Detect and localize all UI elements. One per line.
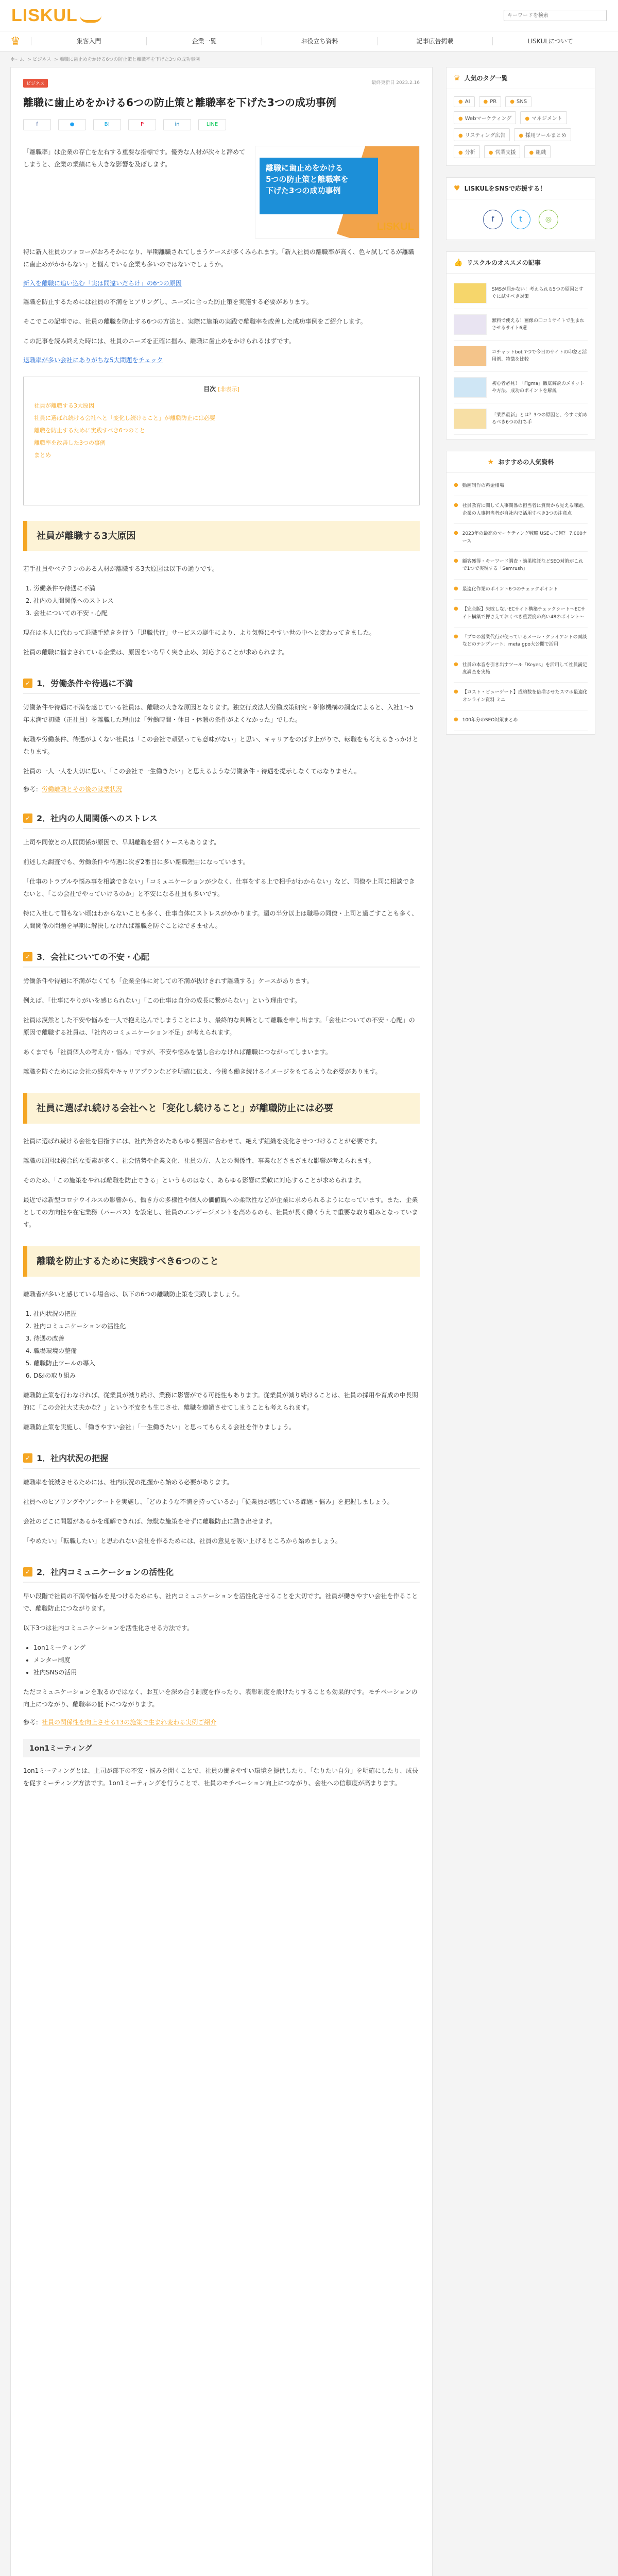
subsection-heading: ✓ 1．労働条件や待遇に不満: [23, 673, 420, 694]
check-icon: ✓: [23, 814, 32, 823]
eyecatch-title: 離職に歯止めをかける 5つの防止策と離職率を 下げた3つの成功事例: [260, 158, 378, 214]
nav-item[interactable]: 集客入門: [31, 37, 146, 45]
paragraph: 早い段階で社員の不満や悩みを見つけるためにも、社内コミュニケーションを活性化させることを大切です。社員が働きやすい会社を作ることで、離職防止につながります。: [23, 1592, 418, 1612]
subsection-heading: ✓ 2．社内コミュニケーションの活性化: [23, 1562, 420, 1583]
toc-item[interactable]: 離職率を改善した3つの事例: [34, 439, 106, 446]
paragraph: 転職や労働条件、待遇がよくない社員は「この会社で頑張っても意味がない」と思い、キャリアをのばす上がりで、転職をも考えるきっかけとなります。: [23, 736, 419, 755]
list-item: 5. 離職防止ツールの導入: [33, 1357, 420, 1369]
table-of-contents: [23, 377, 420, 505]
paragraph: 離職を防止するためには社員の不満をヒアリングし、ニーズに合った防止策を実施する必要があります。: [23, 298, 313, 306]
thumbnail: [454, 346, 487, 366]
list-item: • 社内SNSの活用: [33, 1666, 420, 1679]
reference-link[interactable]: 社員の関係性を向上させる13の施策で生まれ変わる実例ご紹介: [42, 1719, 217, 1726]
cause-list: [33, 582, 420, 619]
nav-item[interactable]: お役立ち資料: [262, 37, 377, 45]
paragraph: 若手社員やベテランのある人材が離職する3大原因は以下の通りです。: [23, 565, 218, 572]
paragraph: 離職防止策を実施し、「働きやすい会社」「一生働きたい」と思ってもらえる会社を作りましょう。: [23, 1423, 296, 1431]
section-heading: 離職を防止するために実践すべき6つのこと: [23, 1246, 420, 1277]
method-list: [33, 1641, 420, 1679]
facebook-share-button[interactable]: f: [23, 119, 51, 130]
paragraph: 特に新入社員のフォローがおろそかになり、早期離職されてしまうケースが多くみられます。「新入社員の離職率が高く、色々試してるが離職に歯止めがかからない」と悩んでいる企業も多いのではないでしょうか。: [23, 248, 415, 268]
updated-date: 最終更新日 2023.2.16: [371, 80, 420, 86]
popular-item[interactable]: ● 動画制作の料金相場: [454, 476, 588, 496]
popular-item[interactable]: ● 【コスト・ビューゲート】成約数を倍増させたスマホ最適化 オンライン資料 ミニ: [454, 683, 588, 710]
tag-item[interactable]: ● Webマーケティング: [454, 111, 516, 124]
eyecatch-image: [255, 146, 420, 239]
minor-heading: 1on1ミーティング: [23, 1739, 420, 1757]
tag-item[interactable]: ● リスティング広告: [454, 128, 510, 141]
thumbnail: [454, 377, 487, 398]
check-icon: ✓: [23, 1567, 32, 1577]
list-item: 2. 社内の人間関係へのストレス: [33, 595, 420, 607]
popular-item[interactable]: ● 社員教育に関して人事関係の担当者に質問から見える課題、企業の人事担当者が自社内で活用すべき3つの注意点: [454, 496, 588, 524]
paragraph: 社員の一人一人を大切に思い、「この会社で一生働きたい」と思えるような労働条件・待遇を提示しなくてはなりません。: [23, 768, 360, 775]
subsection-heading: ✓ 1．社内状況の把握: [23, 1448, 420, 1469]
tag-item[interactable]: ● 営業支援: [484, 145, 521, 158]
breadcrumb: ホーム > ビジネス > 離職に歯止めをかける6つの防止策と離職率を下げた3つの成功事例: [10, 57, 200, 62]
reference: 参考：社員の関係性を向上させる13の施策で生まれ変わる実例ご紹介: [23, 1719, 217, 1726]
paragraph: 社員へのヒアリングやアンケートを実施し、「どのような不満を持っているか」「従業員が感じている課題・悩み」を把握しましょう。: [23, 1498, 393, 1505]
intro-text: 「離職率」は企業の存亡を左右する重要な指標です。優秀な人材が次々と辞めてしまうと、企業の業績にも大きな影響を及ぼします。: [23, 148, 246, 168]
check-icon: ✓: [23, 679, 32, 688]
site-logo[interactable]: LISKUL: [11, 6, 101, 26]
paragraph: 「仕事のトラブルや悩み事を相談できない」「コミュニケーションが少なく、仕事をする上で相手がわからない」など、同僚や上司に相談できないと、「この会社でやっていけるのか」と不安になる社員も多いです。: [23, 878, 415, 897]
recommended-item[interactable]: 「業界最新」とは？3つの原因と、今すぐ始めるべき6つの打ち手: [454, 403, 588, 435]
popular-item[interactable]: ● 顧客獲得・キーワード調査・効果検証などSEO対策がこれで1つで実現する「Semrush」: [454, 552, 588, 580]
popular-item[interactable]: ● 100年分のSEO対策まとめ: [454, 710, 588, 731]
pocket-share-button[interactable]: P: [128, 119, 156, 130]
paragraph: 例えば、「仕事にやりがいを感じられない」「この仕事は自分の成長に繋がらない」という理由です。: [23, 997, 301, 1004]
nav-item[interactable]: LISKULについて: [492, 37, 608, 45]
sidebar: [446, 67, 595, 2576]
main-nav: [0, 31, 618, 52]
crown-icon: ♛: [454, 74, 460, 82]
list-item: 2. 社内コミュニケーションの活性化: [33, 1320, 420, 1332]
related-link[interactable]: 新入を離職に追い込む「実は間違いだらけ」の6つの原因: [23, 280, 182, 287]
paragraph: ただコミュニケーションを取るのではなく、お互いを深め合う制度を作ったり、表彰制度を設けたりすることも効果的です。モチベーションの向上につながり、離職率の低下につながります。: [23, 1688, 418, 1708]
thumbnail: [454, 283, 487, 303]
facebook-icon[interactable]: f: [483, 210, 503, 229]
list-item: • メンター制度: [33, 1654, 420, 1666]
breadcrumb-item[interactable]: ホーム: [10, 57, 25, 62]
crown-icon: ♛: [10, 35, 21, 48]
subsection-heading: ✓ 3．会社についての不安・心配: [23, 946, 420, 968]
list-item: 6. D&Iの取り組み: [33, 1369, 420, 1382]
paragraph: 1on1ミーティングとは、上司が部下の不安・悩みを聞くことで、社員の働きやすい環境を提供したり、「なりたい自分」を明確にしたり、成長を促すミーティング方法です。1on1ミーティングを行うことで、社員のモチベーション向上につながり、会社への信頼度が高まります。: [23, 1767, 419, 1787]
toc-toggle[interactable]: [非表示]: [218, 386, 239, 393]
paragraph: 社員に選ばれ続ける会社を目指すには、社内外含めたあらゆる要因に合わせて、絶えず組織を変化させつづけることが必要です。: [23, 1138, 381, 1145]
linkedin-share-button[interactable]: in: [163, 119, 191, 130]
paragraph: 離職者が多いと感じている場合は、以下の6つの離職防止策を実践しましょう。: [23, 1291, 244, 1298]
subsection-heading: ✓ 2．社内の人間関係へのストレス: [23, 808, 420, 829]
recommended-item[interactable]: コチャットbot 7つで今日のサイトの印象と活用例、特徴を比較: [454, 341, 588, 372]
line-share-button[interactable]: LINE: [198, 119, 226, 130]
toc-item[interactable]: まとめ: [34, 452, 51, 459]
list-item: 4. 職場環境の整備: [33, 1345, 420, 1357]
list-item: 3. 会社についての不安・心配: [33, 607, 420, 619]
tag-item[interactable]: ● PR: [479, 96, 502, 107]
tag-item[interactable]: ● 分析: [454, 145, 480, 158]
paragraph: 特に入社して間もない頃はわからないことも多く、仕事自体にストレスがかかります。週の半分以上は職場の同僚・上司と過ごすことも多く、人間関係の問題を早期に解決しなければ離職を防ぐことはできません。: [23, 910, 418, 929]
recommended-item[interactable]: 無料で使える！画像の口コミサイトで生まれさせるサイト6選: [454, 309, 588, 341]
recommended-card: 👍 リスクルのオススメの記事 SMSが届かない！考えられる5つの原因とすぐに試すべき対策 無料で使える！画像の口コミサイトで生まれさせるサイト6選 コチャットbot 7つで今日のサイトの印象と活用例、特徴を比較 初心者必見！「Figma」徹底解説のメリットや方法、成功のポイントを解説 「業界最新」とは？3つの原因と、今すぐ始めるべき6つの打ち手: [446, 251, 595, 439]
section-heading: 社員が離職する3大原因: [23, 521, 420, 551]
paragraph: 離職率を低減させるためには、社内状況の把握から始める必要があります。: [23, 1479, 233, 1486]
twitter-icon[interactable]: t: [511, 210, 530, 229]
section-heading: 社員に選ばれ続ける会社へと「変化し続けること」が離職防止には必要: [23, 1093, 420, 1124]
paragraph: 会社のどこに問題があるかを理解できれば、無駄な施策をせずに離職防止に動き出せます。: [23, 1518, 277, 1525]
paragraph: 以下3つは社内コミュニケーションを活性化させる方法です。: [23, 1624, 193, 1632]
list-item: 3. 待遇の改善: [33, 1332, 420, 1345]
toc-item[interactable]: 離職を防止するために実践すべき6つのこと: [34, 427, 145, 434]
check-icon: ✓: [23, 952, 32, 961]
tag-item[interactable]: ● 採用ツールまとめ: [514, 128, 571, 141]
reference: 参考：労働離職とその後の就業状況: [23, 786, 123, 793]
list-item: • 1on1ミーティング: [33, 1641, 420, 1654]
paragraph: 離職の原因は複合的な要素が多く、社会情勢や企業文化、社員の方、人との関係性、事業などさまざまな影響が考えられます。: [23, 1157, 375, 1164]
paragraph: 上司や同僚との人間関係が原因で、早期離職を招くケースもあります。: [23, 839, 220, 846]
paragraph: 現在は本人に代わって退職手続きを行う「退職代行」サービスの誕生により、より気軽にやすい世の中へと変わってきました。: [23, 629, 375, 636]
search-input[interactable]: [504, 10, 607, 21]
popular-item[interactable]: ● 社員の本音を引き出すツール「Keyes」を活用して社員満足度調査を実施: [454, 655, 588, 683]
thumbnail: [454, 409, 487, 429]
paragraph: 離職防止策を行わなければ、従業員が減り続け、業務に影響がでる可能性もあります。従業員が減り続けることは、社員の採用や育成の中長期的に「この会社大丈夫かな？」という不安をも生じさせ、離職を連鎖させてしまうことも考えられます。: [23, 1392, 418, 1411]
paragraph: 労働条件や待遇に不満がなくても「企業全体に対しての不満が抜けきれず離職する」ケースがあります。: [23, 977, 313, 985]
paragraph: 「やめたい」「転職したい」と思われない会社を作るためには、社員の意見を吸い上げるところから始めましょう。: [23, 1537, 342, 1545]
related-link[interactable]: 退職率が多い会社にありがちな5大問題をチェック: [23, 357, 163, 364]
popular-item[interactable]: ● 【完全版】失敗しないECサイト構築チェックシート〜ECサイト構築で押さえておくべき重要度の高い48のポイント〜: [454, 600, 588, 628]
popular-docs-card: ★ おすすめの人気資料 ● 動画制作の料金相場 ● 社員教育に関して人事関係の担当者に質問から見える課題、企業の人事担当者が自社内で活用すべき3つの注意点 ● 2023年の最高のマーケティング戦略 USEって何？ 7,000ケース ● 顧客獲得・キーワード調査・効果検証などSEO対策がこれで1つで実現する「Semrush」 ● 最適化作業のポイント6つのチェックポイント ● 【完全版】失敗しないECサイト構築チェックシート〜ECサイト構築で押さえておくべき重要度の高い48のポイント〜 ● 「プロの営業代行が使っているメール・クライアントの面談などのテンプレート」meta gpo大公開で活用 ● 社員の本音を引き出すツール「Keyes」を活用して社員満足度調査を実施 ● 【コスト・ビューゲート】成約数を倍増させたスマホ最適化 オンライン資料 ミニ ● 100年分のSEO対策まとめ: [446, 451, 595, 735]
share-buttons: [23, 119, 420, 130]
breadcrumb-item[interactable]: ビジネス: [32, 57, 52, 62]
paragraph: 最近では新型コロナウイルスの影響から、働き方の多様性や個人の価値観への柔軟性などが企業に求められるようになっています。また、企業としての方向性や在宅業務（パーパス）を設定し、社員のエンゲージメントを高めるのも、社員が長く働くうえで重要な取り組みとなっています。: [23, 1196, 418, 1228]
nav-item[interactable]: 記事広告掲載: [377, 37, 492, 45]
measure-list: [33, 1308, 420, 1382]
popular-item[interactable]: ● 2023年の最高のマーケティング戦略 USEって何？ 7,000ケース: [454, 524, 588, 552]
hatena-share-button[interactable]: B!: [93, 119, 121, 130]
thumbnail: [454, 314, 487, 335]
list-item: 1. 労働条件や待遇に不満: [33, 582, 420, 595]
tag-item[interactable]: ● 組織: [524, 145, 551, 158]
toc-item[interactable]: 社員に選ばれ続ける会社へと「変化し続けること」が離職防止には必要: [34, 415, 215, 421]
top-bar: [0, 0, 618, 31]
tags-card: ♛ 人気のタグ一覧 ● AI ● PR ● SNS ● Webマーケティング ● マネジメント ● リスティング広告 ● 採用ツールまとめ ● 分析 ● 営業支援 ● 組織: [446, 67, 595, 166]
twitter-share-button[interactable]: ●: [58, 119, 86, 130]
recommended-item[interactable]: SMSが届かない！考えられる5つの原因とすぐに試すべき対策: [454, 278, 588, 309]
category-badge[interactable]: ビジネス: [23, 79, 48, 88]
rss-icon[interactable]: ◎: [539, 210, 558, 229]
tag-item[interactable]: ● SNS: [505, 96, 531, 107]
breadcrumb-item: 離職に歯止めをかける6つの防止策と離職率を下げた3つの成功事例: [59, 57, 200, 62]
popular-item[interactable]: ● 「プロの営業代行が使っているメール・クライアントの面談などのテンプレート」meta gpo大公開で活用: [454, 628, 588, 655]
popular-item[interactable]: ● 最適化作業のポイント6つのチェックポイント: [454, 580, 588, 600]
sns-card: ♥ LISKULをSNSで応援する！ f t ◎: [446, 177, 595, 240]
paragraph: 労働条件や待遇に不満を感じている社員は、離職の大きな原因となります。独立行政法人労働政策研究・研修機構の調査によると、入社1〜5年未満で初職（正社員）を離職した理由は「労働時間・休日・休暇の条件がよくなかった」でした。: [23, 704, 414, 723]
paragraph: そのため、「この施策をやれば離職を防止できる」というものはなく、あらゆる影響に柔軟に対応することが求められます。: [23, 1177, 366, 1184]
tag-item[interactable]: ● AI: [454, 96, 475, 107]
paragraph: 離職を防ぐためには会社の経営やキャリアプランなどを明確に伝え、今後も働き続けるイメージをもてるような必要があります。: [23, 1068, 382, 1075]
nav-item[interactable]: 企業一覧: [146, 37, 262, 45]
check-icon: ✓: [23, 1453, 32, 1463]
paragraph: 前述した調査でも、労働条件や待遇に次ぎ2番目に多い離職理由になっています。: [23, 858, 249, 866]
star-icon: ★: [487, 457, 494, 466]
paragraph: そこでこの記事では、社員の離職を防止する6つの方法と、実際に施策の実践で離職率を改善した成功事例をご紹介します。: [23, 318, 367, 325]
tag-item[interactable]: ● マネジメント: [520, 111, 566, 124]
reference-link[interactable]: 労働離職とその後の就業状況: [42, 786, 123, 793]
toc-item[interactable]: 社員が離職する3大原因: [34, 402, 94, 409]
eyecatch-logo: LISKUL: [376, 221, 414, 232]
thumbs-up-icon: 👍: [454, 258, 463, 267]
paragraph: あくまでも「社員個人の考え方・悩み」ですが、不安や悩みを話し合わなければ離職につながってしまいます。: [23, 1048, 332, 1056]
page-title: 離職に歯止めをかける6つの防止策と離職率を下げた3つの成功事例: [23, 96, 336, 109]
recommended-item[interactable]: 初心者必見！「Figma」徹底解説のメリットや方法、成功のポイントを解説: [454, 372, 588, 403]
list-item: 1. 社内状況の把握: [33, 1308, 420, 1320]
paragraph: 社員は漠然とした不安や悩みを一人で抱え込んでしまうことにより、最終的な判断として離職を申し出ます。「会社についての不安・心配」の原因で離職する社員は、「社内のコミュニケーション不足」が考えられます。: [23, 1016, 415, 1036]
paragraph: この記事を読み終えた時には、社員のニーズを正確に掴み、離職に歯止めをかけられるはずです。: [23, 337, 295, 345]
toc-title: 目次: [203, 385, 216, 393]
heart-icon: ♥: [454, 184, 460, 193]
paragraph: 社員の離職に悩まされている企業は、原因をいち早く突き止め、対応することが求められます。: [23, 649, 288, 656]
article: [10, 67, 433, 2576]
